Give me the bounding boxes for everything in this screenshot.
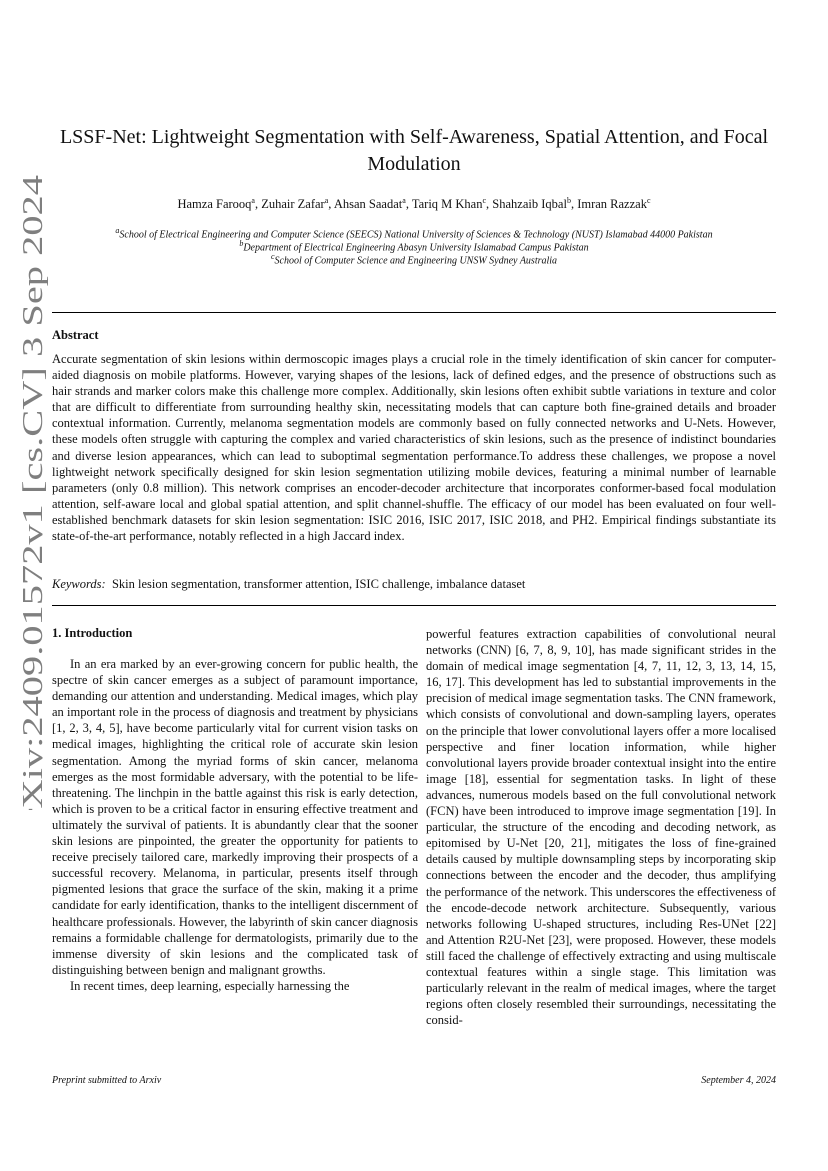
affiliation: $^b$Department of Electrical Engineering Abasyn University Islamabad Campus Pakistan: [239, 239, 589, 254]
right-column: [426, 626, 776, 1028]
author: Zuhair Zafar: [261, 197, 325, 212]
author-list: Hamza Farooq$^a$, Zuhair Zafar$^a$, Ahsan Saadat$^a$, Tariq M Khan$^c$, Shahzaib Iqbal$^b$, Imran Razzak$^c$: [177, 196, 651, 212]
paper-title: LSSF-Net: Lightweight Segmentation with Self-Awareness, Spatial Attention, and Focal Modulation: [59, 126, 769, 175]
divider: [52, 605, 776, 606]
keywords-text: Skin lesion segmentation, transformer attention, ISIC challenge, imbalance dataset: [111, 577, 526, 591]
left-column: [52, 656, 418, 994]
abstract-text: Accurate segmentation of skin lesions within dermoscopic images plays a crucial role in the timely identification of skin cancer for computer-aided diagnosis on mobile platforms. However, varying shapes of the lesions, lack of defined edges, and the presence of obstructions such as hair strands and marker colors make this challenge more complex. Additionally, skin lesions often exhibit subtle variations in texture and color that are difficult to differentiate from surrounding healthy skin, necessitating models that can capture both fine-grained details and broader contextual information. Currently, melanoma segmentation models are commonly based on fully connected networks and U-Nets. However, these models often struggle with capturing the complex and varied characteristics of skin lesions, such as the presence of indistinct boundaries and diverse lesion appearances, which can lead to suboptimal segmentation performance.To address these challenges, we propose a novel lightweight network specifically designed for skin lesion segmentation utilizing mobile devices, featuring a minimal number of learnable parameters (only 0.8 million). This network comprises an encoder-decoder architecture that incorporates conformer-based focal modulation attention, self-aware local and global spatial attention, and split channel-shuffle. The efficacy of our model has been evaluated on four well-established benchmark datasets for skin lesion segmentation: ISIC 2016, ISIC 2017, ISIC 2018, and PH2. Empirical findings substantiate its state-of-the-art performance, notably reflected in a high Jaccard index.: [52, 352, 776, 544]
arxiv-stamp: [4, 110, 56, 810]
divider: [52, 312, 776, 313]
keywords: [52, 577, 525, 592]
abstract-heading: Abstract: [52, 328, 99, 342]
author: Hamza Farooq: [177, 197, 252, 212]
keywords-label: Keywords:: [52, 577, 106, 591]
footer-left: Preprint submitted to Arxiv: [52, 1075, 162, 1086]
author: Shahzaib Iqbal: [492, 197, 567, 212]
footer-right: September 4, 2024: [701, 1075, 776, 1086]
paragraph: In an era marked by an ever-growing concern for public health, the spectre of skin cancer emerges as a subject of paramount importance, demanding our attention and understanding. Medical images, which play an important role in the process of diagnosis and treatment by physicians [1, 2, 3, 4, 5], have become particularly vital for current vision tasks on medical images, highlighting the critical role of accurate skin lesion segmentation. Among the myriad forms of skin cancer, melanoma emerges as the most formidable adversary, with the potential to be life-threatening. The linchpin in the battle against this risk is early detection, which is proven to be a critical factor in ensuring effective treatment and ultimately the survival of patients. It is abundantly clear that the sooner skin lesions are pinpointed, the greater the opportunity for patients to receive precisely tailored care, markedly improving their prospects of a successful recovery. Melanoma, in particular, presents itself through pigmented lesions that grace the surface of the skin, making it a prime candidate for early identification, thanks to the intelligent discernment of healthcare professionals. However, the labyrinth of skin cancer diagnosis remains a formidable challenge for dermatologists, primarily due to the immense diversity of skin lesions and the complicated task of distinguishing between benign and malignant growths.: [52, 657, 418, 977]
affiliation: $^c$School of Computer Science and Engineering UNSW Sydney Australia: [270, 252, 558, 267]
section-heading: 1. Introduction: [52, 626, 133, 640]
paragraph: powerful features extraction capabilities of convolutional neural networks (CNN) [6, 7, 8, 9, 10], has made significant strides in the domain of medical image segmentation [4, 7, 11, 12, 3, 13, 14, 15, 16, 17]. This development has led to substantial improvements in the precision of medical image segmentation tasks. The CNN framework, which consists of convolutional and down-sampling layers, operates on the principle that lower convolutional layers offer a more localised perspective and finer location information, while higher convolutional layers provide broader contextual insight into the entire image [18], essential for segmentation tasks. In light of these advances, numerous models based on the full convolutional network (FCN) have been introduced to improve image segmentation [19]. In particular, the structure of the encoding and decoding network, as epitomised by U-Net [20, 21], mitigates the loss of fine-grained details caused by multiple downsampling steps by incorporating skip connections between the encoder and the decoder, thus amplifying the performance of the network. This underscores the effectiveness of the encode-decode network architecture. Subsequently, various networks following U-shaped structures, including Res-UNet [22] and Attention R2U-Net [23], were proposed. However, these models still faced the challenge of effectively extracting and using multiscale contextual features within a single stage. This limitation was particularly relevant in the realm of medical images, where the target regions often closely resembled their surroundings, necessitating the consid-: [426, 627, 776, 1028]
author: Ahsan Saadat: [333, 197, 403, 212]
affiliation: $^a$School of Electrical Engineering and Computer Science (SEECS) National University of Sciences & Technology (NUST) Islamabad 44000 Pakistan: [115, 226, 713, 241]
paragraph: In recent times, deep learning, especially harnessing the: [70, 978, 350, 993]
arxiv-stamp-text: arXiv:2409.01572v1 [cs.CV] 3 Sep 2024: [18, 379, 49, 810]
author: Tariq M Khan: [411, 197, 483, 212]
author: Imran Razzak: [577, 197, 647, 212]
